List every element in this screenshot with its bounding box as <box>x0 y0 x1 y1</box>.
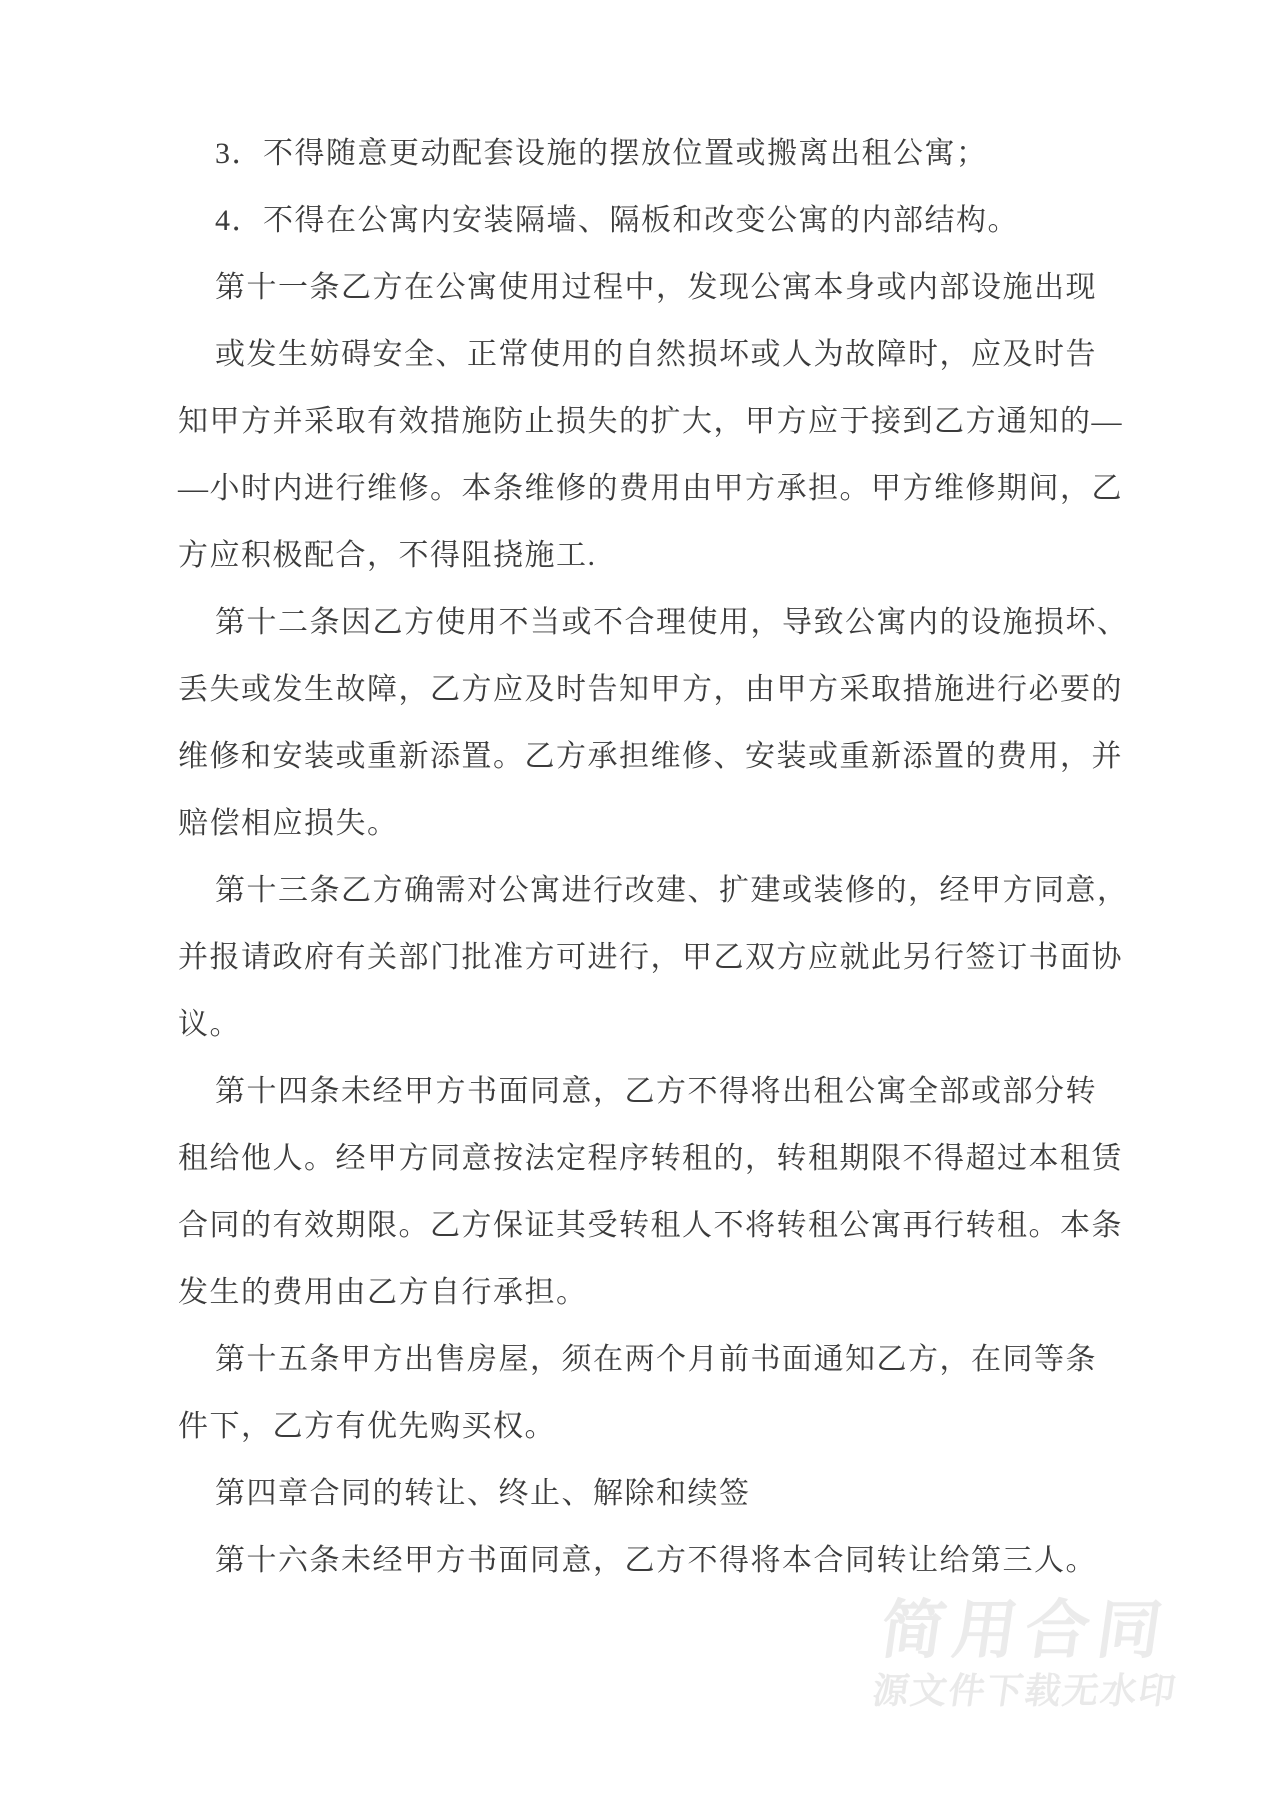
text-line: 4．不得在公寓内安装隔墙、隔板和改变公寓的内部结构。 <box>215 204 1019 237</box>
text-line: 第十四条未经甲方书面同意，乙方不得将出租公寓全部或部分转 <box>215 1075 1097 1108</box>
watermark-subtitle: 源文件下载无水印 <box>869 1670 1180 1711</box>
text-line: 议。 <box>178 1008 241 1041</box>
text-line: 维修和安装或重新添置。乙方承担维修、安装或重新添置的费用，并 <box>178 740 1123 773</box>
text-line: 方应积极配合，不得阻挠施工. <box>178 539 597 572</box>
text-line: 第十六条未经甲方书面同意，乙方不得将本合同转让给第三人。 <box>215 1544 1097 1577</box>
text-line: 发生的费用由乙方自行承担。 <box>178 1276 588 1309</box>
watermark-logo-text: 简用合同 <box>876 1594 1175 1666</box>
text-line: 租给他人。经甲方同意按法定程序转租的，转租期限不得超过本租赁 <box>178 1142 1123 1175</box>
text-line: 赔偿相应损失。 <box>178 807 399 840</box>
text-line: 或发生妨碍安全、正常使用的自然损坏或人为故障时，应及时告 <box>215 338 1097 371</box>
document-text <box>178 120 1138 1594</box>
text-line: 第十三条乙方确需对公寓进行改建、扩建或装修的，经甲方同意， <box>215 874 1129 907</box>
text-line: 知甲方并采取有效措施防止损失的扩大，甲方应于接到乙方通知的— <box>178 405 1123 438</box>
text-line: 并报请政府有关部门批准方可进行，甲乙双方应就此另行签订书面协 <box>178 941 1123 974</box>
text-line: —小时内进行维修。本条维修的费用由甲方承担。甲方维修期间，乙 <box>178 472 1123 505</box>
text-line: 3．不得随意更动配套设施的摆放位置或搬离出租公寓； <box>215 137 988 170</box>
text-line: 丢失或发生故障，乙方应及时告知甲方，由甲方采取措施进行必要的 <box>178 673 1123 706</box>
text-line: 第十二条因乙方使用不当或不合理使用，导致公寓内的设施损坏、 <box>215 606 1129 639</box>
watermark <box>869 1594 1190 1711</box>
text-line: 件下，乙方有优先购买权。 <box>178 1410 556 1443</box>
text-line: 第十一条乙方在公寓使用过程中，发现公寓本身或内部设施出现 <box>215 271 1097 304</box>
text-line: 第四章合同的转让、终止、解除和续签 <box>215 1477 751 1510</box>
text-line: 合同的有效期限。乙方保证其受转租人不将转租公寓再行转租。本条 <box>178 1209 1123 1242</box>
text-line: 第十五条甲方出售房屋，须在两个月前书面通知乙方，在同等条 <box>215 1343 1097 1376</box>
